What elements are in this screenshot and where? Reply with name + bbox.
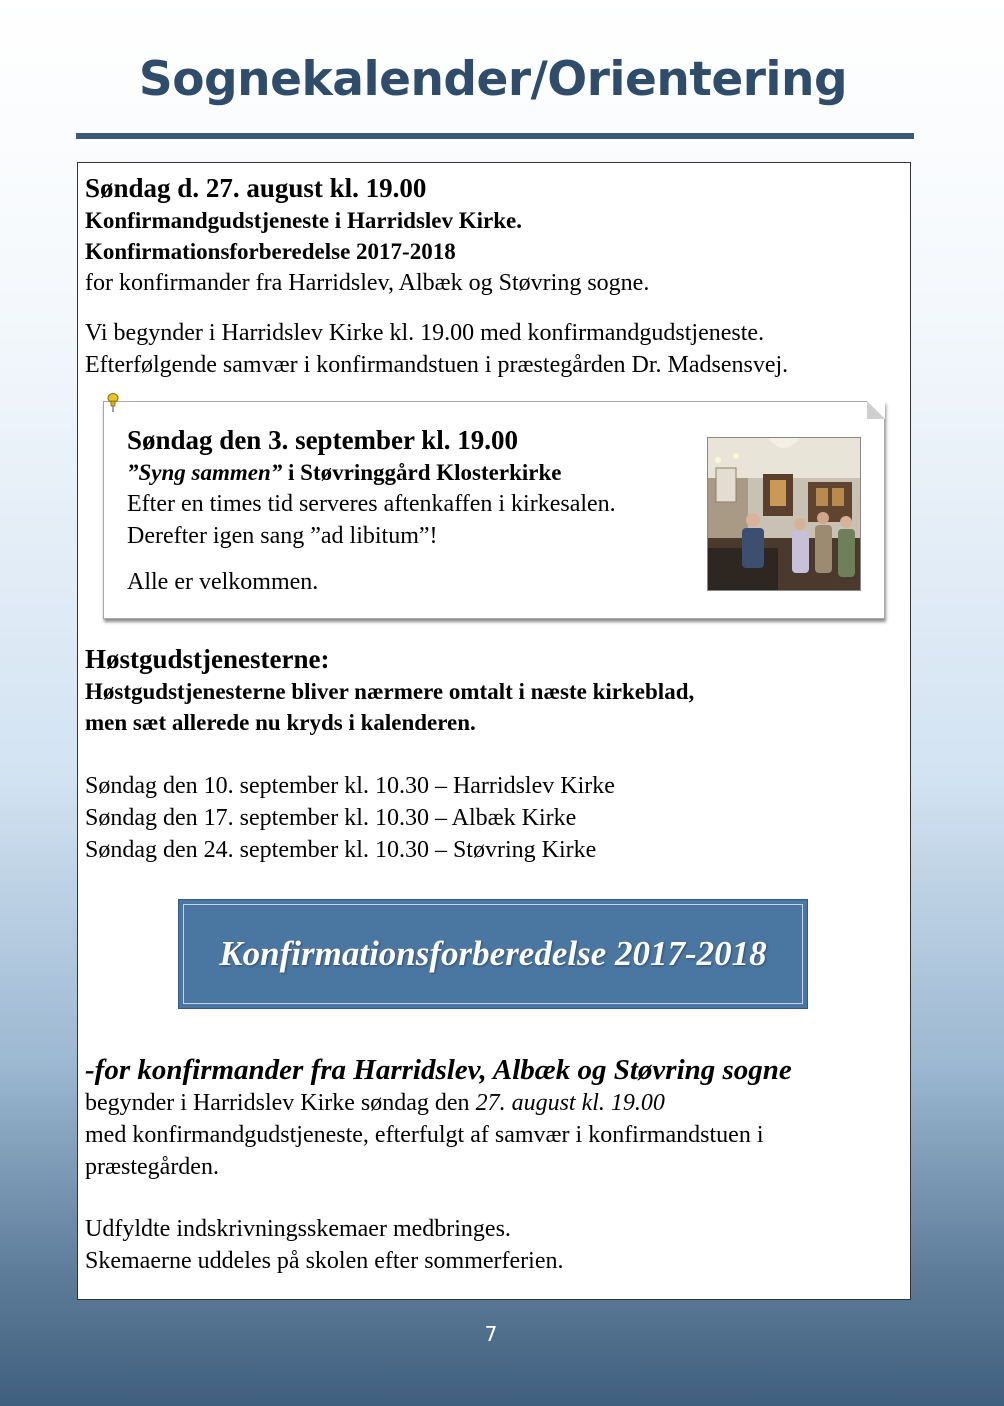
confirmation-line1 [85, 1087, 792, 1119]
event2-heading: Søndag den 3. september kl. 19.00 [127, 425, 519, 455]
church-interior-photo [707, 437, 861, 591]
confirmation-line4: Udfyldte indskrivningsskemaer medbringes. [85, 1216, 511, 1242]
event2-subtitle [127, 457, 616, 488]
event1-para1: Vi begynder i Harridslev Kirke kl. 19.00 med konfirmandgudstjeneste. [85, 320, 765, 346]
confirmation-heading: -for konfirmander fra Harridslev, Albæk og Støvring sogne [85, 1054, 792, 1086]
event1-line3: for konfirmander fra Harridslev, Albæk og Støvring sogne. [85, 270, 650, 296]
confirmation-block [85, 1053, 792, 1277]
harvest-intro1: Høstgudstjenesterne bliver nærmere omtalt i næste kirkeblad, [85, 679, 695, 704]
event1-heading: Søndag d. 27. august kl. 19.00 [85, 173, 427, 203]
confirmation-line2: med konfirmandgudstjeneste, efterfulgt af samvær i konfirmandstuen i [85, 1122, 764, 1148]
service-item: Søndag den 24. september kl. 10.30 – Støvring Kirke [85, 837, 597, 863]
confirmation-date: 27. august kl. 19.00 [475, 1090, 665, 1116]
event1-line2: Konfirmationsforberedelse 2017-2018 [85, 239, 456, 264]
harvest-block [85, 643, 694, 738]
confirmation-line5: Skemaerne uddeles på skolen efter sommerferien. [85, 1248, 564, 1274]
event2-line3: Alle er velkommen. [127, 569, 319, 595]
service-item: Søndag den 10. september kl. 10.30 – Harridslev Kirke [85, 773, 615, 799]
page-title: Sognekalender/Orientering [138, 52, 848, 107]
event2-subtitle-rest: i Støvringgård Klosterkirke [282, 460, 562, 485]
event2-line1: Efter en times tid serveres aftenkaffen i kirkesalen. [127, 491, 616, 517]
harvest-intro2: men sæt allerede nu kryds i kalenderen. [85, 710, 476, 735]
content-box [77, 162, 911, 1300]
service-item: Søndag den 17. september kl. 10.30 – Albæk Kirke [85, 805, 577, 831]
pushpin-icon [107, 393, 119, 413]
event2-subtitle-italic: ”Syng sammen” [127, 460, 283, 485]
harvest-services [85, 770, 615, 866]
confirmation-line3: præstegården. [85, 1154, 219, 1180]
event1-details [85, 317, 788, 381]
banner-text: Konfirmationsforberedelse 2017-2018 [219, 934, 767, 973]
event2-line2: Derefter igen sang ”ad libitum”! [127, 523, 438, 549]
title-divider [76, 133, 914, 139]
page-fold [867, 401, 885, 419]
event2-card [103, 401, 885, 619]
event1-line1: Konfirmandgudstjeneste i Harridslev Kirke. [85, 208, 522, 233]
confirmation-line1-start: begynder i Harridslev Kirke søndag den [85, 1090, 476, 1116]
event2-text [127, 424, 616, 598]
event1-para2: Efterfølgende samvær i konfirmandstuen i præstegården Dr. Madsensvej. [85, 352, 789, 378]
harvest-heading: Høstgudstjenesterne: [85, 644, 330, 674]
confirmation-banner [178, 899, 808, 1009]
page-number: 7 [484, 1322, 498, 1346]
event1-block [85, 172, 649, 299]
